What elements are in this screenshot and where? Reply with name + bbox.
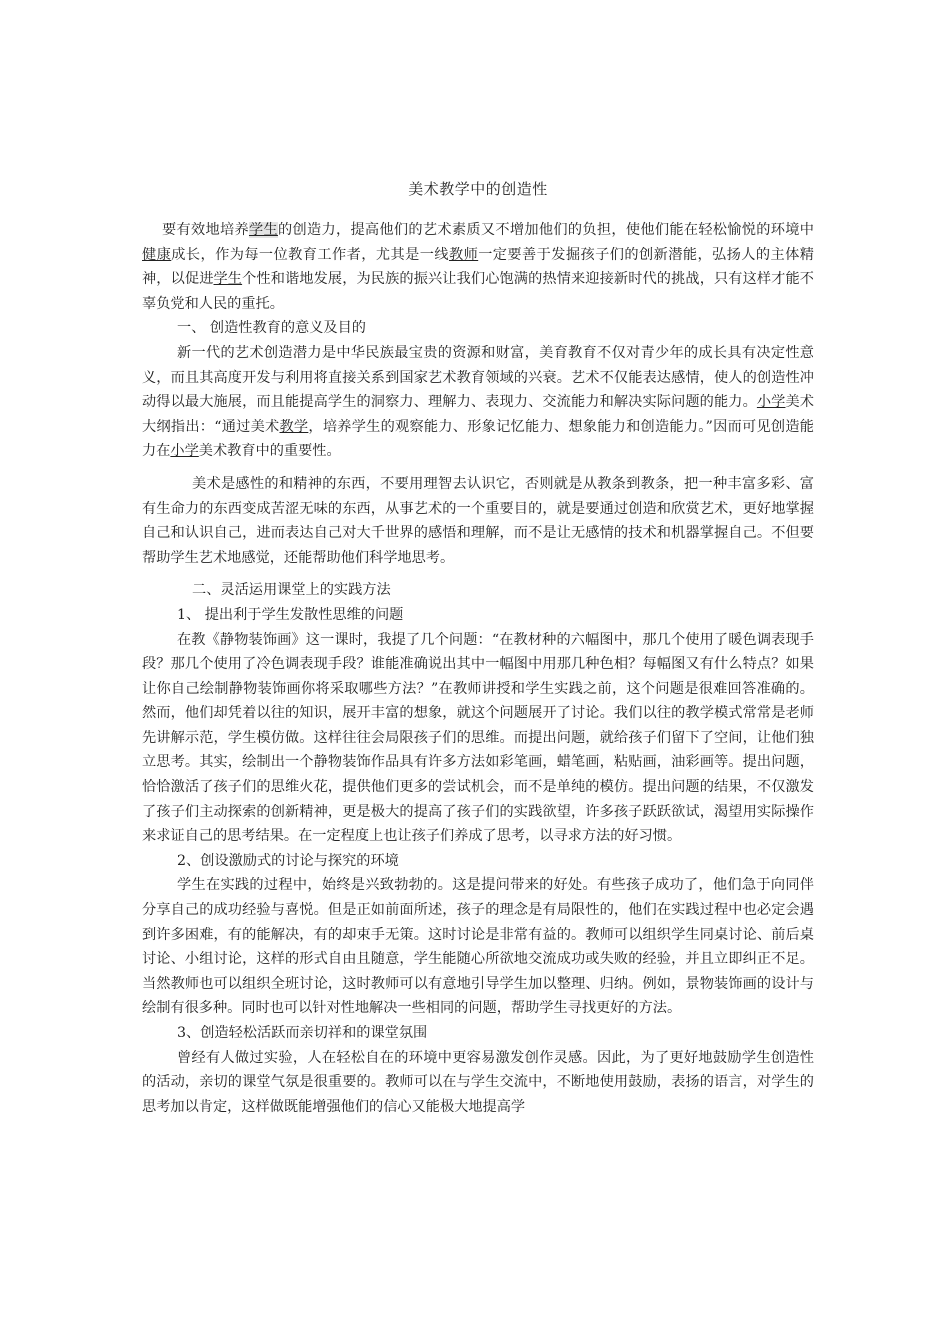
link-health[interactable]: 健康 <box>142 246 172 263</box>
section-1-paragraph-2: 美术是感性的和精神的东西，不要用理智去认识它，否则就是从教条到教条，把一种丰富多彩、富有生命力的东西变成苦涩无味的东西，从事艺术的一个重要目的，就是要通过创造和欣赏艺术，更好地掌握自己和认识自己，进而表达自己对大千世界的感悟和理解，而不是让无感情的技术和机器掌握自己。不但要帮助学生艺术地感觉，还能帮助他们科学地思考。 <box>142 475 814 566</box>
subsection-1-heading: 1、 提出利于学生发散性思维的问题 <box>177 606 404 623</box>
subsection-3-paragraph: 曾经有人做过实验，人在轻松自在的环境中更容易激发创作灵感。因此，为了更好地鼓励学生创造性的活动，亲切的课堂气氛是很重要的。教师可以在与学生交流中，不断地使用鼓励，表扬的语言，对学生的思考加以肯定，这样做既能增强他们的信心又能极大地提高学 <box>142 1049 814 1115</box>
intro-text-3: 成长，作为每一位教育工作者，尤其是一线 <box>171 246 449 263</box>
link-primary-school-2[interactable]: 小学 <box>170 443 199 460</box>
s1p1-text-2: 美术大纲指出：“通过美术 <box>142 394 814 435</box>
intro-text-4: 一定要善于发掘孩子们的创新潜能，弘扬人的主体精神，以促进 <box>142 246 814 288</box>
section-1-heading: 一、 创造性教育的意义及目的 <box>177 320 366 337</box>
subsection-1-paragraph: 在教《静物装饰画》这一课时，我提了几个问题：“在教材种的六幅图中，那几个使用了暖色调表现手段？那几个使用了冷色调表现手段？谁能准确说出其中一幅图中用那几种色相？每幅图又有什么特点？如果让你自己绘制静物装饰画你将采取哪些方法？”在教师讲授和学生实践之前，这个问题是很难回答准确的。然而，他们却凭着以往的知识，展开丰富的想象，就这个问题展开了讨论。我们以往的教学模式常常是老师先讲解示范，学生模仿做。这样往往会局限孩子们的思维。而提出问题，就给孩子们留下了空间，让他们独立思考。其实，绘制出一个静物装饰作品具有许多方法如彩笔画，蜡笔画，粘贴画，油彩画等。提出问题，恰恰激活了孩子们的思维火花，提供他们更多的尝试机会，而不是单纯的模仿。提出问题的结果，不仅激发了孩子们主动探索的创新精神，更是极大的提高了孩子们的实践欲望，许多孩子跃跃欲试，渴望用实际操作来求证自己的思考结果。在一定程度上也让孩子们养成了思考，以寻求方法的好习惯。 <box>142 631 814 845</box>
s1p1-text-4: 美术教育中的重要性。 <box>198 443 341 460</box>
section-2-heading: 二、灵活运用课堂上的实践方法 <box>192 582 391 599</box>
intro-text-1: 要有效地培养 <box>162 222 249 238</box>
subsection-2-paragraph: 学生在实践的过程中，始终是兴致勃勃的。这是提问带来的好处。有些孩子成功了，他们急于向同伴分享自己的成功经验与喜悦。但是正如前面所述，孩子的理念是有局限性的，他们在实践过程中也必定会遇到许多困难，有的能解决，有的却束手无策。这时讨论是非常有益的。教师可以组织学生同桌讨论、前后桌讨论、小组讨论，这样的形式自由且随意，学生能随心所欲地交流成功或失败的经验，并且立即纠正不足。当然教师也可以组织全班讨论，这时教师可以有意地引导学生加以整理、归纳。例如，景物装饰画的设计与绘制有很多种。同时也可以针对性地解决一些相同的问题，帮助学生寻找更好的方法。 <box>142 877 814 1017</box>
subsection-3-heading: 3、创造轻松活跃而亲切祥和的课堂氛围 <box>177 1025 428 1041</box>
link-student[interactable]: 学生 <box>248 222 278 238</box>
link-primary-school[interactable]: 小学 <box>756 394 786 411</box>
document-page <box>142 178 814 1119</box>
s1p1-text-1: 新一代的艺术创造潜力是中华民族最宝贵的资源和财富，美育教育不仅对青少年的成长具有决定性意义，而且其高度开发与利用将直接关系到国家艺术教育领域的兴衰。艺术不仅能表达感情，使人的创造性冲动得以最大施展，而且能提高学生的洞察力、理解力、表现力、交流能力和解决实际问题的能力。 <box>142 344 814 411</box>
link-teacher[interactable]: 教师 <box>448 246 479 263</box>
intro-text-2: 的创造力，提高他们的艺术素质又不增加他们的负担，使他们能在轻松愉悦的环境中 <box>277 222 814 238</box>
subsection-2-heading: 2、创设激励式的讨论与探究的环境 <box>177 852 399 869</box>
document-title: 美术教学中的创造性 <box>408 180 548 198</box>
intro-paragraph <box>142 218 814 316</box>
intro-text-5: 个性和谐地发展，为民族的振兴让我们心饱满的热情来迎接新时代的挑战，只有这样才能不辜负党和人民的重托。 <box>142 271 814 312</box>
s1p1-text-3: ，培养学生的观察能力、形象记忆能力、想象能力和创造能力。”因而可见创造能力在 <box>142 418 814 460</box>
section-1-paragraph-1 <box>142 341 814 464</box>
link-student-2[interactable]: 学生 <box>213 271 243 288</box>
link-teaching[interactable]: 教学 <box>279 418 309 435</box>
